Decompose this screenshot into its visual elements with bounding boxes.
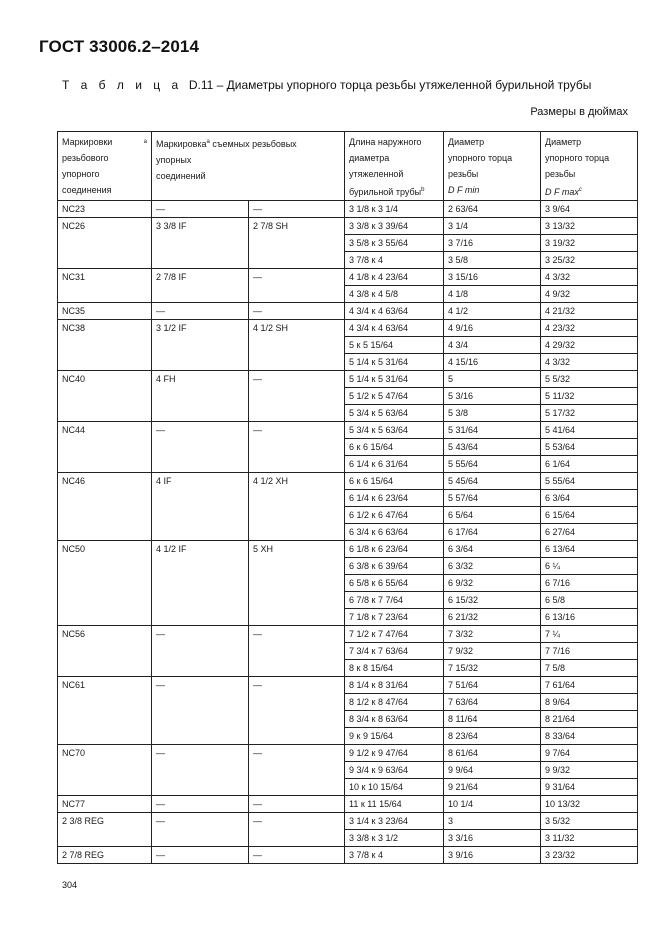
cell-dfmin: 6 9/32 bbox=[444, 575, 541, 592]
cell-dfmin: 8 11/64 bbox=[444, 711, 541, 728]
table-row bbox=[58, 541, 638, 558]
cell-dfmin: 9 21/64 bbox=[444, 779, 541, 796]
cell-dfmax: 9 7/64 bbox=[541, 745, 638, 762]
cell-dfmax: 10 13/32 bbox=[541, 796, 638, 813]
cell-dfmax: 8 33/64 bbox=[541, 728, 638, 745]
cell-dfmax: 6 3/64 bbox=[541, 490, 638, 507]
cell-outer-length: 3 3/8 к 3 1/2 bbox=[345, 830, 444, 847]
cell-dfmax: 3 25/32 bbox=[541, 252, 638, 269]
table-caption bbox=[62, 78, 591, 92]
cell-dfmax: 6 13/64 bbox=[541, 541, 638, 558]
table-row bbox=[58, 422, 638, 439]
cell-connection-code: NC56 bbox=[58, 626, 152, 677]
page-number: 304 bbox=[62, 880, 78, 890]
cell-dfmin: 8 61/64 bbox=[444, 745, 541, 762]
table-body bbox=[58, 201, 638, 864]
cell-dfmin: 6 21/32 bbox=[444, 609, 541, 626]
cell-dfmax: 3 9/64 bbox=[541, 201, 638, 218]
cell-dfmin: 5 3/16 bbox=[444, 388, 541, 405]
cell-dfmin: 4 9/16 bbox=[444, 320, 541, 337]
table-row bbox=[58, 201, 638, 218]
cell-dfmin: 8 23/64 bbox=[444, 728, 541, 745]
cell-removable-connection-1: — bbox=[152, 303, 249, 320]
cell-dfmax: 7 ¼ bbox=[541, 626, 638, 643]
cell-dfmax: 6 ¼ bbox=[541, 558, 638, 575]
cell-dfmin: 6 15/32 bbox=[444, 592, 541, 609]
cell-removable-connection-2: 2 7/8 SH bbox=[249, 218, 345, 269]
cell-removable-connection-1: 4 1/2 IF bbox=[152, 541, 249, 626]
cell-removable-connection-2: — bbox=[249, 847, 345, 864]
cell-outer-length: 10 к 10 15/64 bbox=[345, 779, 444, 796]
cell-dfmax: 7 5/8 bbox=[541, 660, 638, 677]
cell-removable-connection-2: — bbox=[249, 796, 345, 813]
cell-dfmax: 4 3/32 bbox=[541, 354, 638, 371]
table-row bbox=[58, 745, 638, 762]
cell-dfmax: 5 11/32 bbox=[541, 388, 638, 405]
cell-outer-length: 7 1/8 к 7 23/64 bbox=[345, 609, 444, 626]
cell-connection-code: NC44 bbox=[58, 422, 152, 473]
cell-outer-length: 4 3/4 к 4 63/64 bbox=[345, 303, 444, 320]
cell-outer-length: 4 3/4 к 4 63/64 bbox=[345, 320, 444, 337]
cell-removable-connection-2: — bbox=[249, 303, 345, 320]
cell-removable-connection-1: — bbox=[152, 847, 249, 864]
cell-connection-code: NC50 bbox=[58, 541, 152, 626]
cell-outer-length: 6 к 6 15/64 bbox=[345, 473, 444, 490]
cell-dfmax: 7 7/16 bbox=[541, 643, 638, 660]
cell-outer-length: 3 1/8 к 3 1/4 bbox=[345, 201, 444, 218]
cell-removable-connection-1: — bbox=[152, 201, 249, 218]
cell-dfmin: 4 3/4 bbox=[444, 337, 541, 354]
cell-connection-code: NC31 bbox=[58, 269, 152, 303]
units-note: Размеры в дюймах bbox=[530, 106, 628, 118]
cell-dfmax: 6 1/64 bbox=[541, 456, 638, 473]
cell-dfmin: 6 3/32 bbox=[444, 558, 541, 575]
cell-removable-connection-2: 4 1/2 XH bbox=[249, 473, 345, 541]
cell-outer-length: 5 1/4 к 5 31/64 bbox=[345, 371, 444, 388]
cell-connection-code: NC61 bbox=[58, 677, 152, 745]
cell-outer-length: 11 к 11 15/64 bbox=[345, 796, 444, 813]
table-row bbox=[58, 796, 638, 813]
cell-dfmin: 7 3/32 bbox=[444, 626, 541, 643]
cell-dfmin: 5 3/8 bbox=[444, 405, 541, 422]
cell-dfmin: 4 1/8 bbox=[444, 286, 541, 303]
cell-outer-length: 6 1/8 к 6 23/64 bbox=[345, 541, 444, 558]
header-connection-code: Маркировки a резьбового упорного соединения bbox=[58, 132, 152, 201]
cell-dfmin: 7 63/64 bbox=[444, 694, 541, 711]
cell-dfmax: 6 5/8 bbox=[541, 592, 638, 609]
cell-removable-connection-2: — bbox=[249, 269, 345, 303]
cell-removable-connection-1: — bbox=[152, 745, 249, 796]
cell-dfmax: 3 19/32 bbox=[541, 235, 638, 252]
cell-outer-length: 9 1/2 к 9 47/64 bbox=[345, 745, 444, 762]
cell-outer-length: 6 5/8 к 6 55/64 bbox=[345, 575, 444, 592]
cell-connection-code: NC38 bbox=[58, 320, 152, 371]
cell-outer-length: 8 к 8 15/64 bbox=[345, 660, 444, 677]
cell-dfmax: 6 27/64 bbox=[541, 524, 638, 541]
cell-dfmax: 5 53/64 bbox=[541, 439, 638, 456]
cell-dfmin: 10 1/4 bbox=[444, 796, 541, 813]
cell-outer-length: 6 3/8 к 6 39/64 bbox=[345, 558, 444, 575]
cell-connection-code: NC77 bbox=[58, 796, 152, 813]
cell-outer-length: 6 1/2 к 6 47/64 bbox=[345, 507, 444, 524]
cell-connection-code: NC40 bbox=[58, 371, 152, 422]
cell-dfmin: 6 5/64 bbox=[444, 507, 541, 524]
cell-removable-connection-1: 4 FH bbox=[152, 371, 249, 422]
cell-connection-code: NC35 bbox=[58, 303, 152, 320]
cell-dfmax: 8 9/64 bbox=[541, 694, 638, 711]
cell-outer-length: 5 1/2 к 5 47/64 bbox=[345, 388, 444, 405]
cell-dfmin: 5 55/64 bbox=[444, 456, 541, 473]
cell-outer-length: 8 1/4 к 8 31/64 bbox=[345, 677, 444, 694]
cell-outer-length: 6 1/4 к 6 31/64 bbox=[345, 456, 444, 473]
cell-dfmin: 3 5/8 bbox=[444, 252, 541, 269]
cell-connection-code: NC23 bbox=[58, 201, 152, 218]
table-row bbox=[58, 813, 638, 830]
cell-dfmax: 6 15/64 bbox=[541, 507, 638, 524]
cell-removable-connection-2: 5 XH bbox=[249, 541, 345, 626]
cell-removable-connection-1: 3 3/8 IF bbox=[152, 218, 249, 269]
header-removable-connections: Маркировка$^a$ съемных резьбовых упорных соединений bbox=[152, 132, 345, 201]
header-outer-length: Длина наружного диаметра утяжеленной бурильной трубы$^b$ bbox=[345, 132, 444, 201]
cell-dfmin: 5 31/64 bbox=[444, 422, 541, 439]
cell-removable-connection-1: 4 IF bbox=[152, 473, 249, 541]
cell-removable-connection-1: — bbox=[152, 796, 249, 813]
cell-dfmin: 7 51/64 bbox=[444, 677, 541, 694]
cell-outer-length: 6 1/4 к 6 23/64 bbox=[345, 490, 444, 507]
cell-outer-length: 8 1/2 к 8 47/64 bbox=[345, 694, 444, 711]
cell-dfmin: 5 43/64 bbox=[444, 439, 541, 456]
cell-removable-connection-1: 2 7/8 IF bbox=[152, 269, 249, 303]
cell-outer-length: 4 3/8 к 4 5/8 bbox=[345, 286, 444, 303]
cell-dfmax: 3 11/32 bbox=[541, 830, 638, 847]
cell-outer-length: 9 к 9 15/64 bbox=[345, 728, 444, 745]
cell-outer-length: 5 3/4 к 5 63/64 bbox=[345, 422, 444, 439]
table-row bbox=[58, 371, 638, 388]
cell-outer-length: 5 3/4 к 5 63/64 bbox=[345, 405, 444, 422]
cell-dfmin: 4 1/2 bbox=[444, 303, 541, 320]
table-container bbox=[57, 131, 638, 864]
cell-removable-connection-2: — bbox=[249, 745, 345, 796]
cell-dfmax: 4 23/32 bbox=[541, 320, 638, 337]
cell-dfmin: 3 15/16 bbox=[444, 269, 541, 286]
cell-dfmax: 4 29/32 bbox=[541, 337, 638, 354]
table-row bbox=[58, 269, 638, 286]
cell-dfmax: 8 21/64 bbox=[541, 711, 638, 728]
cell-connection-code: NC46 bbox=[58, 473, 152, 541]
cell-dfmin: 5 45/64 bbox=[444, 473, 541, 490]
cell-outer-length: 6 3/4 к 6 63/64 bbox=[345, 524, 444, 541]
caption-text: D.11 – Диаметры упорного торца резьбы утяжеленной бурильной трубы bbox=[188, 78, 592, 92]
header-dfmin: Диаметр упорного торца резьбы D F min bbox=[444, 132, 541, 201]
cell-dfmax: 4 3/32 bbox=[541, 269, 638, 286]
cell-removable-connection-2: — bbox=[249, 626, 345, 677]
cell-outer-length: 3 1/4 к 3 23/64 bbox=[345, 813, 444, 830]
cell-removable-connection-1: — bbox=[152, 677, 249, 745]
cell-dfmin: 7 9/32 bbox=[444, 643, 541, 660]
cell-dfmax: 6 13/16 bbox=[541, 609, 638, 626]
cell-dfmax: 5 41/64 bbox=[541, 422, 638, 439]
cell-dfmax: 3 5/32 bbox=[541, 813, 638, 830]
cell-removable-connection-1: — bbox=[152, 422, 249, 473]
table-header-row bbox=[58, 132, 638, 201]
cell-dfmin: 3 3/16 bbox=[444, 830, 541, 847]
cell-outer-length: 4 1/8 к 4 23/64 bbox=[345, 269, 444, 286]
table-row bbox=[58, 626, 638, 643]
cell-connection-code: NC26 bbox=[58, 218, 152, 269]
cell-removable-connection-1: 3 1/2 IF bbox=[152, 320, 249, 371]
cell-outer-length: 6 к 6 15/64 bbox=[345, 439, 444, 456]
cell-outer-length: 3 5/8 к 3 55/64 bbox=[345, 235, 444, 252]
cell-connection-code: NC70 bbox=[58, 745, 152, 796]
cell-dfmax: 5 55/64 bbox=[541, 473, 638, 490]
cell-removable-connection-2: — bbox=[249, 422, 345, 473]
cell-outer-length: 5 к 5 15/64 bbox=[345, 337, 444, 354]
cell-dfmax: 5 5/32 bbox=[541, 371, 638, 388]
caption-prefix: Т а б л и ц а bbox=[62, 78, 183, 92]
cell-dfmin: 9 9/64 bbox=[444, 762, 541, 779]
table-row bbox=[58, 847, 638, 864]
cell-dfmin: 5 bbox=[444, 371, 541, 388]
cell-removable-connection-2: — bbox=[249, 813, 345, 847]
table-row bbox=[58, 303, 638, 320]
cell-dfmax: 3 13/32 bbox=[541, 218, 638, 235]
cell-dfmin: 3 1/4 bbox=[444, 218, 541, 235]
cell-outer-length: 6 7/8 к 7 7/64 bbox=[345, 592, 444, 609]
cell-dfmin: 3 9/16 bbox=[444, 847, 541, 864]
cell-removable-connection-1: — bbox=[152, 813, 249, 847]
cell-dfmin: 2 63/64 bbox=[444, 201, 541, 218]
cell-removable-connection-1: — bbox=[152, 626, 249, 677]
table-row bbox=[58, 473, 638, 490]
cell-dfmax: 3 23/32 bbox=[541, 847, 638, 864]
cell-removable-connection-2: 4 1/2 SH bbox=[249, 320, 345, 371]
cell-outer-length: 8 3/4 к 8 63/64 bbox=[345, 711, 444, 728]
cell-connection-code: 2 3/8 REG bbox=[58, 813, 152, 847]
cell-outer-length: 3 3/8 к 3 39/64 bbox=[345, 218, 444, 235]
table-row bbox=[58, 320, 638, 337]
cell-dfmin: 6 3/64 bbox=[444, 541, 541, 558]
table-row bbox=[58, 677, 638, 694]
cell-removable-connection-2: — bbox=[249, 677, 345, 745]
cell-dfmax: 6 7/16 bbox=[541, 575, 638, 592]
cell-dfmin: 5 57/64 bbox=[444, 490, 541, 507]
cell-outer-length: 3 7/8 к 4 bbox=[345, 252, 444, 269]
document-standard-title: ГОСТ 33006.2–2014 bbox=[39, 37, 200, 56]
cell-outer-length: 7 1/2 к 7 47/64 bbox=[345, 626, 444, 643]
cell-outer-length: 7 3/4 к 7 63/64 bbox=[345, 643, 444, 660]
header-dfmax: Диаметр упорного торца резьбы D F $\max^c$ bbox=[541, 132, 638, 201]
cell-dfmax: 4 9/32 bbox=[541, 286, 638, 303]
cell-dfmax: 9 31/64 bbox=[541, 779, 638, 796]
cell-dfmin: 3 bbox=[444, 813, 541, 830]
cell-outer-length: 3 7/8 к 4 bbox=[345, 847, 444, 864]
cell-dfmax: 7 61/64 bbox=[541, 677, 638, 694]
thread-diameter-table bbox=[57, 131, 638, 864]
cell-connection-code: 2 7/8 REG bbox=[58, 847, 152, 864]
cell-dfmax: 9 9/32 bbox=[541, 762, 638, 779]
cell-removable-connection-2: — bbox=[249, 371, 345, 422]
table-row bbox=[58, 218, 638, 235]
cell-dfmin: 3 7/16 bbox=[444, 235, 541, 252]
cell-dfmin: 7 15/32 bbox=[444, 660, 541, 677]
cell-dfmax: 4 21/32 bbox=[541, 303, 638, 320]
cell-removable-connection-2: — bbox=[249, 201, 345, 218]
cell-dfmin: 4 15/16 bbox=[444, 354, 541, 371]
cell-dfmax: 5 17/32 bbox=[541, 405, 638, 422]
cell-dfmin: 6 17/64 bbox=[444, 524, 541, 541]
cell-outer-length: 9 3/4 к 9 63/64 bbox=[345, 762, 444, 779]
cell-outer-length: 5 1/4 к 5 31/64 bbox=[345, 354, 444, 371]
